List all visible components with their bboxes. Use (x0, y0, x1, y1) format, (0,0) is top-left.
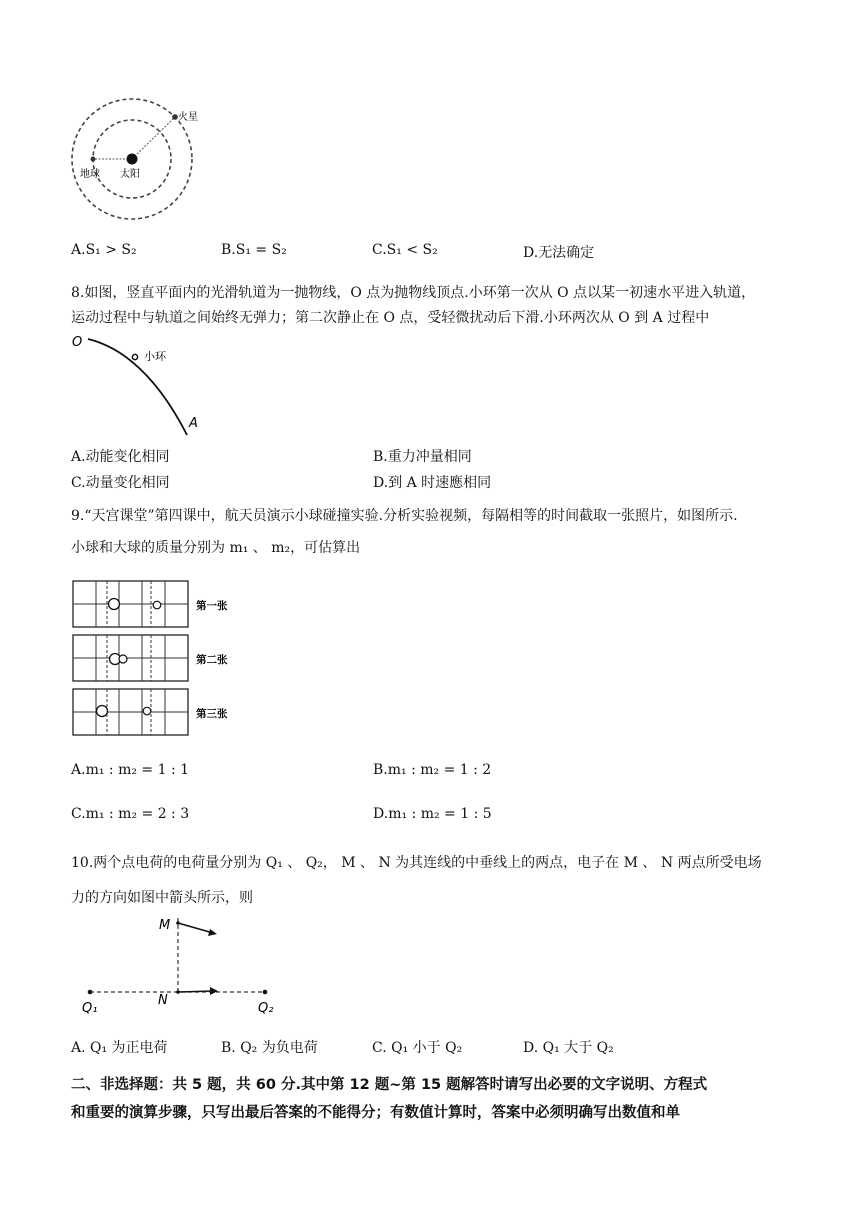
photo-2 (73, 635, 188, 681)
section2-heading-line1: 二、非选择题：共 5 题，共 60 分.其中第 12 题~第 15 题解答时请写出必要的文字说明、方程式 (71, 1077, 708, 1093)
a-label: A (189, 416, 198, 431)
q8-stem-line2: 运动过程中与轨道之间始终无弹力；第二次静止在 O 点，受轻微扰动后下滑.小环两次从 O 到 A 过程中 (71, 310, 710, 326)
charges-figure (75, 908, 290, 1018)
q9-option-b[interactable]: B.m₁ : m₂ = 1 : 2 (373, 762, 492, 778)
q2-dot (263, 990, 268, 995)
photo-3 (73, 689, 188, 735)
q8-option-a[interactable]: A.动能变化相同 (71, 449, 170, 465)
n-force-arrow (178, 991, 213, 992)
photo-3-label: 第三张 (196, 708, 228, 720)
m-force-arrow (178, 923, 213, 933)
o-label: O (72, 335, 83, 350)
photo-1 (73, 581, 188, 627)
q1-dot (88, 990, 93, 995)
q10-stem-line2: 力的方向如图中箭头所示，则 (71, 890, 253, 906)
q10-option-c[interactable]: C. Q₁ 小于 Q₂ (372, 1040, 463, 1056)
earth-label: 地球 (80, 169, 100, 180)
q9-option-d[interactable]: D.m₁ : m₂ = 1 : 5 (373, 806, 492, 822)
ring-label: 小环 (144, 350, 166, 363)
q8-option-d[interactable]: D.到 A 时速應相同 (373, 475, 492, 491)
mars-label: 火星 (178, 112, 198, 123)
q8-option-c[interactable]: C.动量变化相同 (71, 475, 170, 491)
q8-option-b[interactable]: B.重力冲量相同 (373, 449, 472, 465)
parabola-figure (70, 333, 210, 438)
sun-dot (127, 154, 138, 165)
q10-stem-line1: 10.两个点电荷的电荷量分别为 Q₁ 、 Q₂， M 、 N 为其连线的中垂线上的两点，电子在 M 、 N 两点所受电场 (71, 855, 762, 871)
q1-label: Q₁ (82, 1001, 98, 1016)
q7-option-d[interactable]: D.无法确定 (523, 245, 595, 261)
q10-option-d[interactable]: D. Q₁ 大于 Q₂ (523, 1040, 614, 1056)
q9-stem-line2: 小球和大球的质量分别为 m₁ 、 m₂，可估算出 (71, 540, 361, 556)
photo-1-label: 第一张 (196, 600, 228, 612)
collision-photos-figure (70, 578, 250, 738)
earth-dot (91, 157, 96, 162)
m-label: M (159, 918, 171, 933)
q7-option-a[interactable]: A.S₁ > S₂ (71, 242, 137, 258)
q10-option-b[interactable]: B. Q₂ 为负电荷 (221, 1040, 318, 1056)
q8-stem-line1: 8.如图，竖直平面内的光滑轨道为一抛物线，O 点为抛物线顶点.小环第一次从 O 点以某一初速水平进入轨道， (71, 285, 756, 301)
q10-option-a[interactable]: A. Q₁ 为正电荷 (71, 1040, 168, 1056)
q2-label: Q₂ (258, 1001, 274, 1016)
q9-stem-line1: 9.“天宫课堂”第四课中，航天员演示小球碰撞实验.分析实验视频，每隔相等的时间截取一张照片，如图所示. (71, 508, 738, 524)
orbit-figure (68, 95, 200, 225)
section2-heading-line2: 和重要的演算步骤，只写出最后答案的不能得分；有数值计算时，答案中必须明确写出数值和单 (71, 1105, 680, 1121)
mars-dot (172, 114, 178, 120)
sun-label: 太阳 (120, 169, 140, 180)
n-label: N (158, 993, 168, 1008)
q9-option-a[interactable]: A.m₁ : m₂ = 1 : 1 (71, 762, 190, 778)
photo-2-label: 第二张 (196, 654, 228, 666)
q9-option-c[interactable]: C.m₁ : m₂ = 2 : 3 (71, 806, 190, 822)
q7-option-c[interactable]: C.S₁ < S₂ (372, 242, 438, 258)
q7-option-b[interactable]: B.S₁ = S₂ (221, 242, 287, 258)
ring (132, 354, 137, 359)
parabola-track (88, 339, 187, 435)
